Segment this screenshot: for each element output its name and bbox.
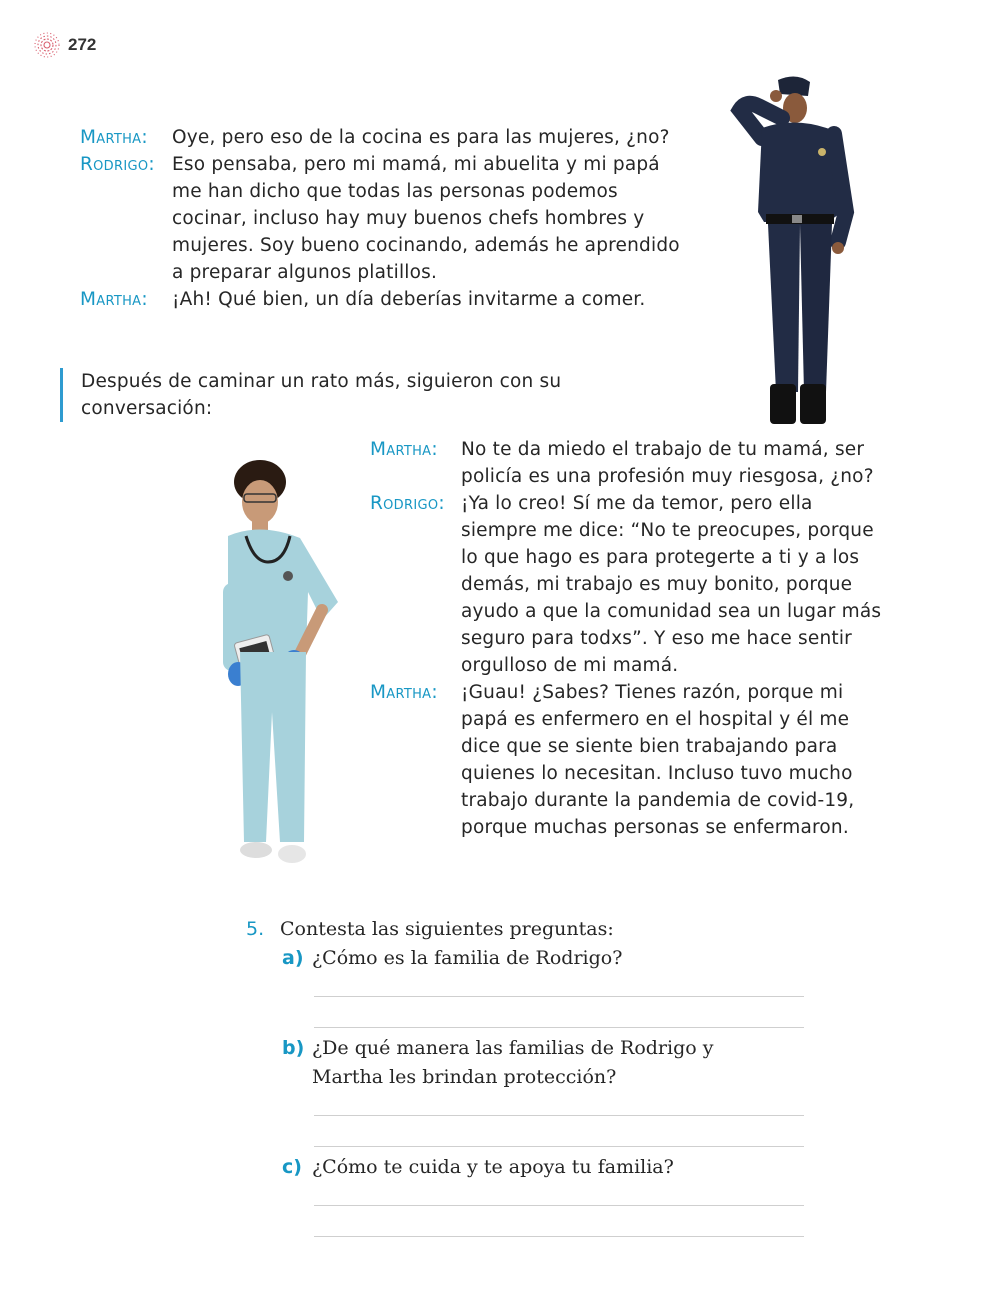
answer-line[interactable] (314, 1236, 804, 1237)
speech-text: No te da miedo el trabajo de tu mamá, ser policía es una profesión muy riesgosa, ¿no? (461, 439, 874, 487)
dialog-bottom (370, 436, 890, 841)
answer-line[interactable] (314, 1027, 804, 1028)
speaker-label: Martha: (370, 439, 438, 460)
speaker-label: Martha: (80, 289, 148, 310)
question-text: ¿Cómo te cuida y te apoya tu familia? (312, 1156, 674, 1178)
exercise-section (246, 914, 816, 1182)
dialog-line (370, 436, 890, 490)
speech-text: ¡Guau! ¿Sabes? Tienes razón, porque mi papá es enfermero en el hospital y él me dice que se siente bien trabajando para quienes lo necesitan. Incluso tuvo mucho trabajo durante la pandemia de covid-19, porque muchas personas se enfermaron. (461, 682, 855, 838)
speech-text: ¡Ah! Qué bien, un día deberías invitarme a comer. (172, 289, 646, 310)
narration-text: Después de caminar un rato más, siguieron con su conversación: (60, 368, 641, 422)
dialog-line (80, 124, 695, 151)
question-text: ¿Cómo es la familia de Rodrigo? (312, 947, 623, 969)
nurse-illustration (210, 452, 360, 882)
answer-line[interactable] (314, 1115, 804, 1116)
answer-line[interactable] (314, 996, 804, 997)
question-item (282, 1034, 816, 1092)
dialog-line (370, 679, 890, 841)
exercise-heading (246, 914, 816, 944)
speech-text: ¡Ya lo creo! Sí me da temor, pero ella siempre me dice: “No te preocupes, porque lo que hago es para protegerte a ti y a los demás, mi trabajo es muy bonito, porque ayudo a que la comunidad sea un lugar más seguro para todxs”. Y eso me hace sentir orgulloso de mi mamá. (461, 493, 882, 676)
speaker-label: Rodrigo: (80, 154, 155, 175)
exercise-number: 5. (246, 918, 265, 940)
dialog-line (370, 490, 890, 679)
question-letter: a) (282, 947, 304, 969)
speaker-label: Martha: (370, 682, 438, 703)
speaker-label: Martha: (80, 127, 148, 148)
page-header (34, 32, 96, 58)
sun-ornament-icon (34, 32, 60, 58)
answer-line[interactable] (314, 1205, 804, 1206)
answer-line[interactable] (314, 1146, 804, 1147)
speech-text: Eso pensaba, pero mi mamá, mi abuelita y mi papá me han dicho que todas las personas podemos cocinar, incluso hay muy buenos chefs hombres y mujeres. Soy bueno cocinando, además he aprendido a preparar algunos platillos. (172, 154, 680, 283)
dialog-top (80, 124, 695, 313)
question-item (282, 944, 816, 973)
speech-text: Oye, pero eso de la cocina es para las mujeres, ¿no? (172, 127, 670, 148)
question-letter: c) (282, 1156, 302, 1178)
speaker-label: Rodrigo: (370, 493, 445, 514)
dialog-line (80, 286, 695, 313)
question-item (282, 1153, 816, 1182)
exercise-instruction: Contesta las siguientes preguntas: (280, 918, 614, 940)
dialog-line (80, 151, 695, 286)
page-number: 272 (68, 35, 97, 54)
question-text: ¿De qué manera las familias de Rodrigo y Martha les brindan protección? (312, 1037, 714, 1088)
police-officer-illustration (700, 72, 860, 432)
question-letter: b) (282, 1037, 305, 1059)
